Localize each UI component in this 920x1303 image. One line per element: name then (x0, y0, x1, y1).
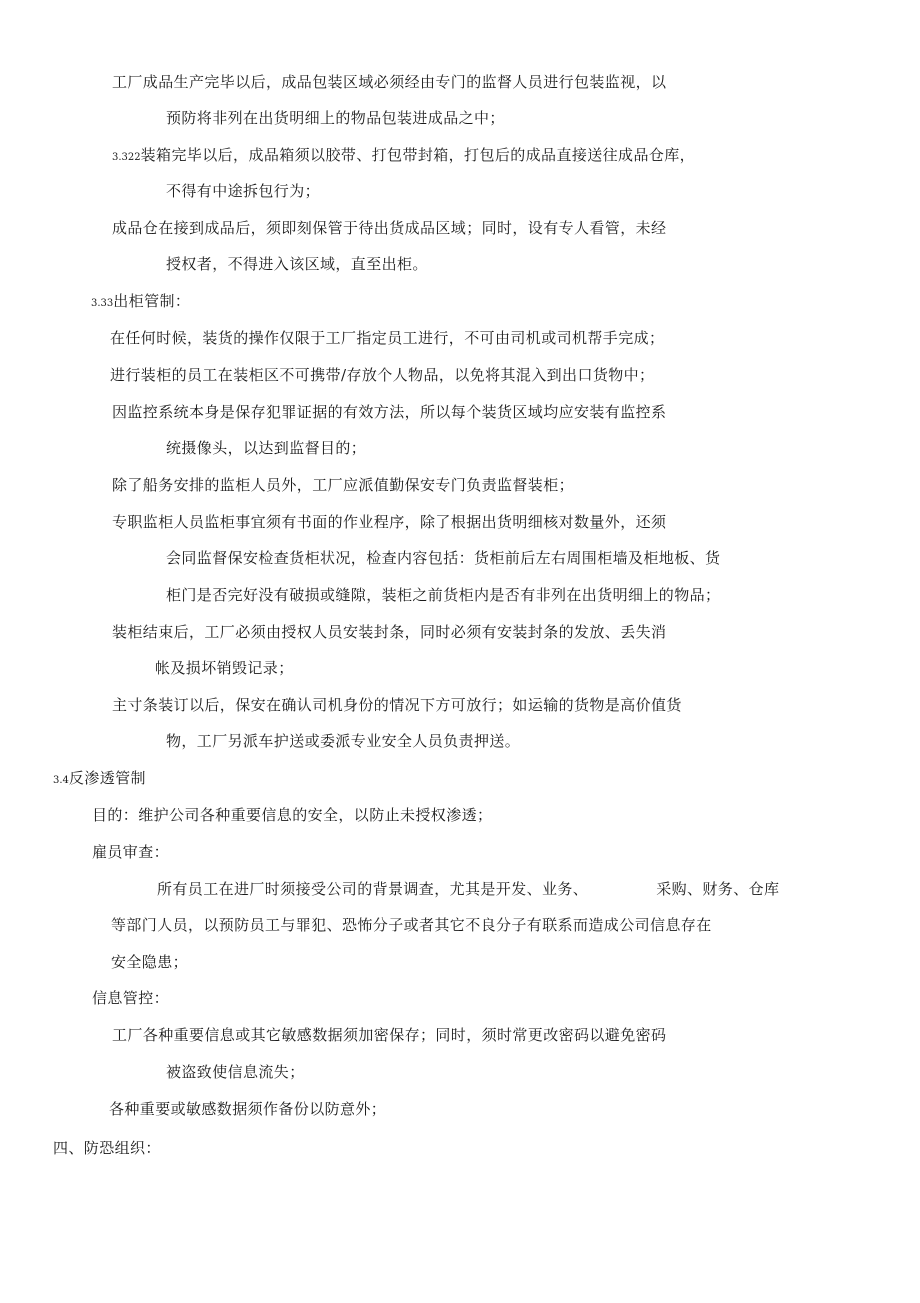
text-line (110, 328, 664, 348)
line-text: 因监控系统本身是保存犯罪证据的有效方法，所以每个装货区域均应安装有监控系 (112, 403, 667, 421)
text-line (111, 952, 188, 972)
text-line (111, 915, 712, 935)
text-line (110, 365, 654, 385)
heading-text: 反渗透管制 (68, 769, 146, 787)
line-text: 工厂各种重要信息或其它敏感数据须加密保存；同时，须时常更改密码以避免密码 (112, 1026, 667, 1044)
text-line (112, 72, 666, 92)
line-text: 会同监督保安检查货柜状况，检查内容包括：货柜前后左右周围柜墙及柜地板、货 (166, 549, 721, 567)
line-text: 授权者，不得进入该区域，直至出柜。 (166, 255, 428, 273)
line-text: 主寸条装订以后，保安在确认司机身份的情况下方可放行；如运输的货物是高价值货 (112, 696, 682, 714)
line-text: 雇员审查： (92, 843, 170, 861)
line-text: 除了船务安排的监柜人员外，工厂应派值勤保安专门负责监督装柜； (112, 476, 575, 494)
text-line (112, 1025, 666, 1045)
text-line (166, 548, 720, 568)
line-text: 采购、财务、仓库 (656, 880, 780, 898)
text-line (92, 988, 169, 1008)
text-line (166, 108, 505, 128)
text-line (166, 1062, 305, 1082)
section-heading (91, 291, 190, 314)
line-text: 等部门人员，以预防员工与罪犯、恐怖分子或者其它不良分子有联系而造成公司信息存在 (111, 916, 712, 934)
line-text: 不得有中途拆包行为； (166, 182, 321, 200)
line-text: 目的：维护公司各种重要信息的安全，以防止未授权渗透； (92, 806, 493, 824)
line-text: 进行装柜的员工在装柜区不可携带/存放个人物品，以免将其混入到出口货物中； (110, 366, 655, 384)
chapter-heading (53, 1138, 161, 1158)
section-number: 3.322 (112, 152, 141, 163)
line-text: 预防将非列在出货明细上的物品包装进成品之中； (166, 109, 505, 127)
heading-text: 四、防恐组织： (53, 1139, 161, 1157)
text-line (112, 402, 666, 422)
text-line (112, 145, 695, 168)
line-text: 安全隐患； (111, 953, 189, 971)
line-text: 专职监柜人员监柜事宜须有书面的作业程序，除了根据出货明细核对数量外，还须 (112, 513, 667, 531)
line-text: 柜门是否完好没有破损或缝隙，装柜之前货柜内是否有非列在出货明细上的物品； (166, 586, 721, 604)
section-number: 3.33 (91, 298, 114, 309)
line-text: 帐及损坏销毁记录； (155, 659, 294, 677)
text-line (112, 218, 666, 238)
text-line (166, 181, 320, 201)
text-line (166, 731, 520, 751)
text-line (92, 805, 492, 825)
line-text: 在任何时候，装货的操作仅限于工厂指定员工进行，不可由司机或司机帮手完成； (110, 329, 665, 347)
text-line (166, 585, 720, 605)
section-number: 3.4 (53, 775, 69, 786)
line-text: 装箱完毕以后，成品箱须以胶带、打包带封箱，打包后的成品直接送往成品仓库， (140, 146, 696, 164)
text-line (112, 695, 682, 715)
text-line (109, 1099, 386, 1119)
text-line (112, 475, 574, 495)
line-text: 各种重要或敏感数据须作备份以防意外； (109, 1100, 387, 1118)
line-text: 被盗致使信息流失； (166, 1063, 305, 1081)
line-text: 所有员工在进厂时须接受公司的背景调查，尤其是开发、业务、 (157, 880, 589, 898)
text-line (166, 438, 366, 458)
text-line (155, 658, 294, 678)
line-text: 成品仓在接到成品后，须即刻保管于待出货成品区域；同时，设有专人看管，未经 (112, 219, 667, 237)
heading-text: 出柜管制： (113, 292, 191, 310)
line-text: 信息管控： (92, 989, 170, 1007)
line-text: 工厂成品生产完毕以后，成品包装区域必须经由专门的监督人员进行包装监视，以 (112, 73, 667, 91)
section-heading (53, 768, 146, 791)
text-line (92, 842, 169, 862)
text-line (112, 512, 666, 532)
line-text: 统摄像头，以达到监督目的； (166, 439, 367, 457)
text-line (112, 622, 666, 642)
line-text: 物，工厂另派车护送或委派专业安全人员负责押送。 (166, 732, 521, 750)
text-line (166, 254, 428, 274)
text-line (157, 879, 779, 899)
line-text: 装柜结束后，工厂必须由授权人员安装封条，同时必须有安装封条的发放、丢失消 (112, 623, 667, 641)
